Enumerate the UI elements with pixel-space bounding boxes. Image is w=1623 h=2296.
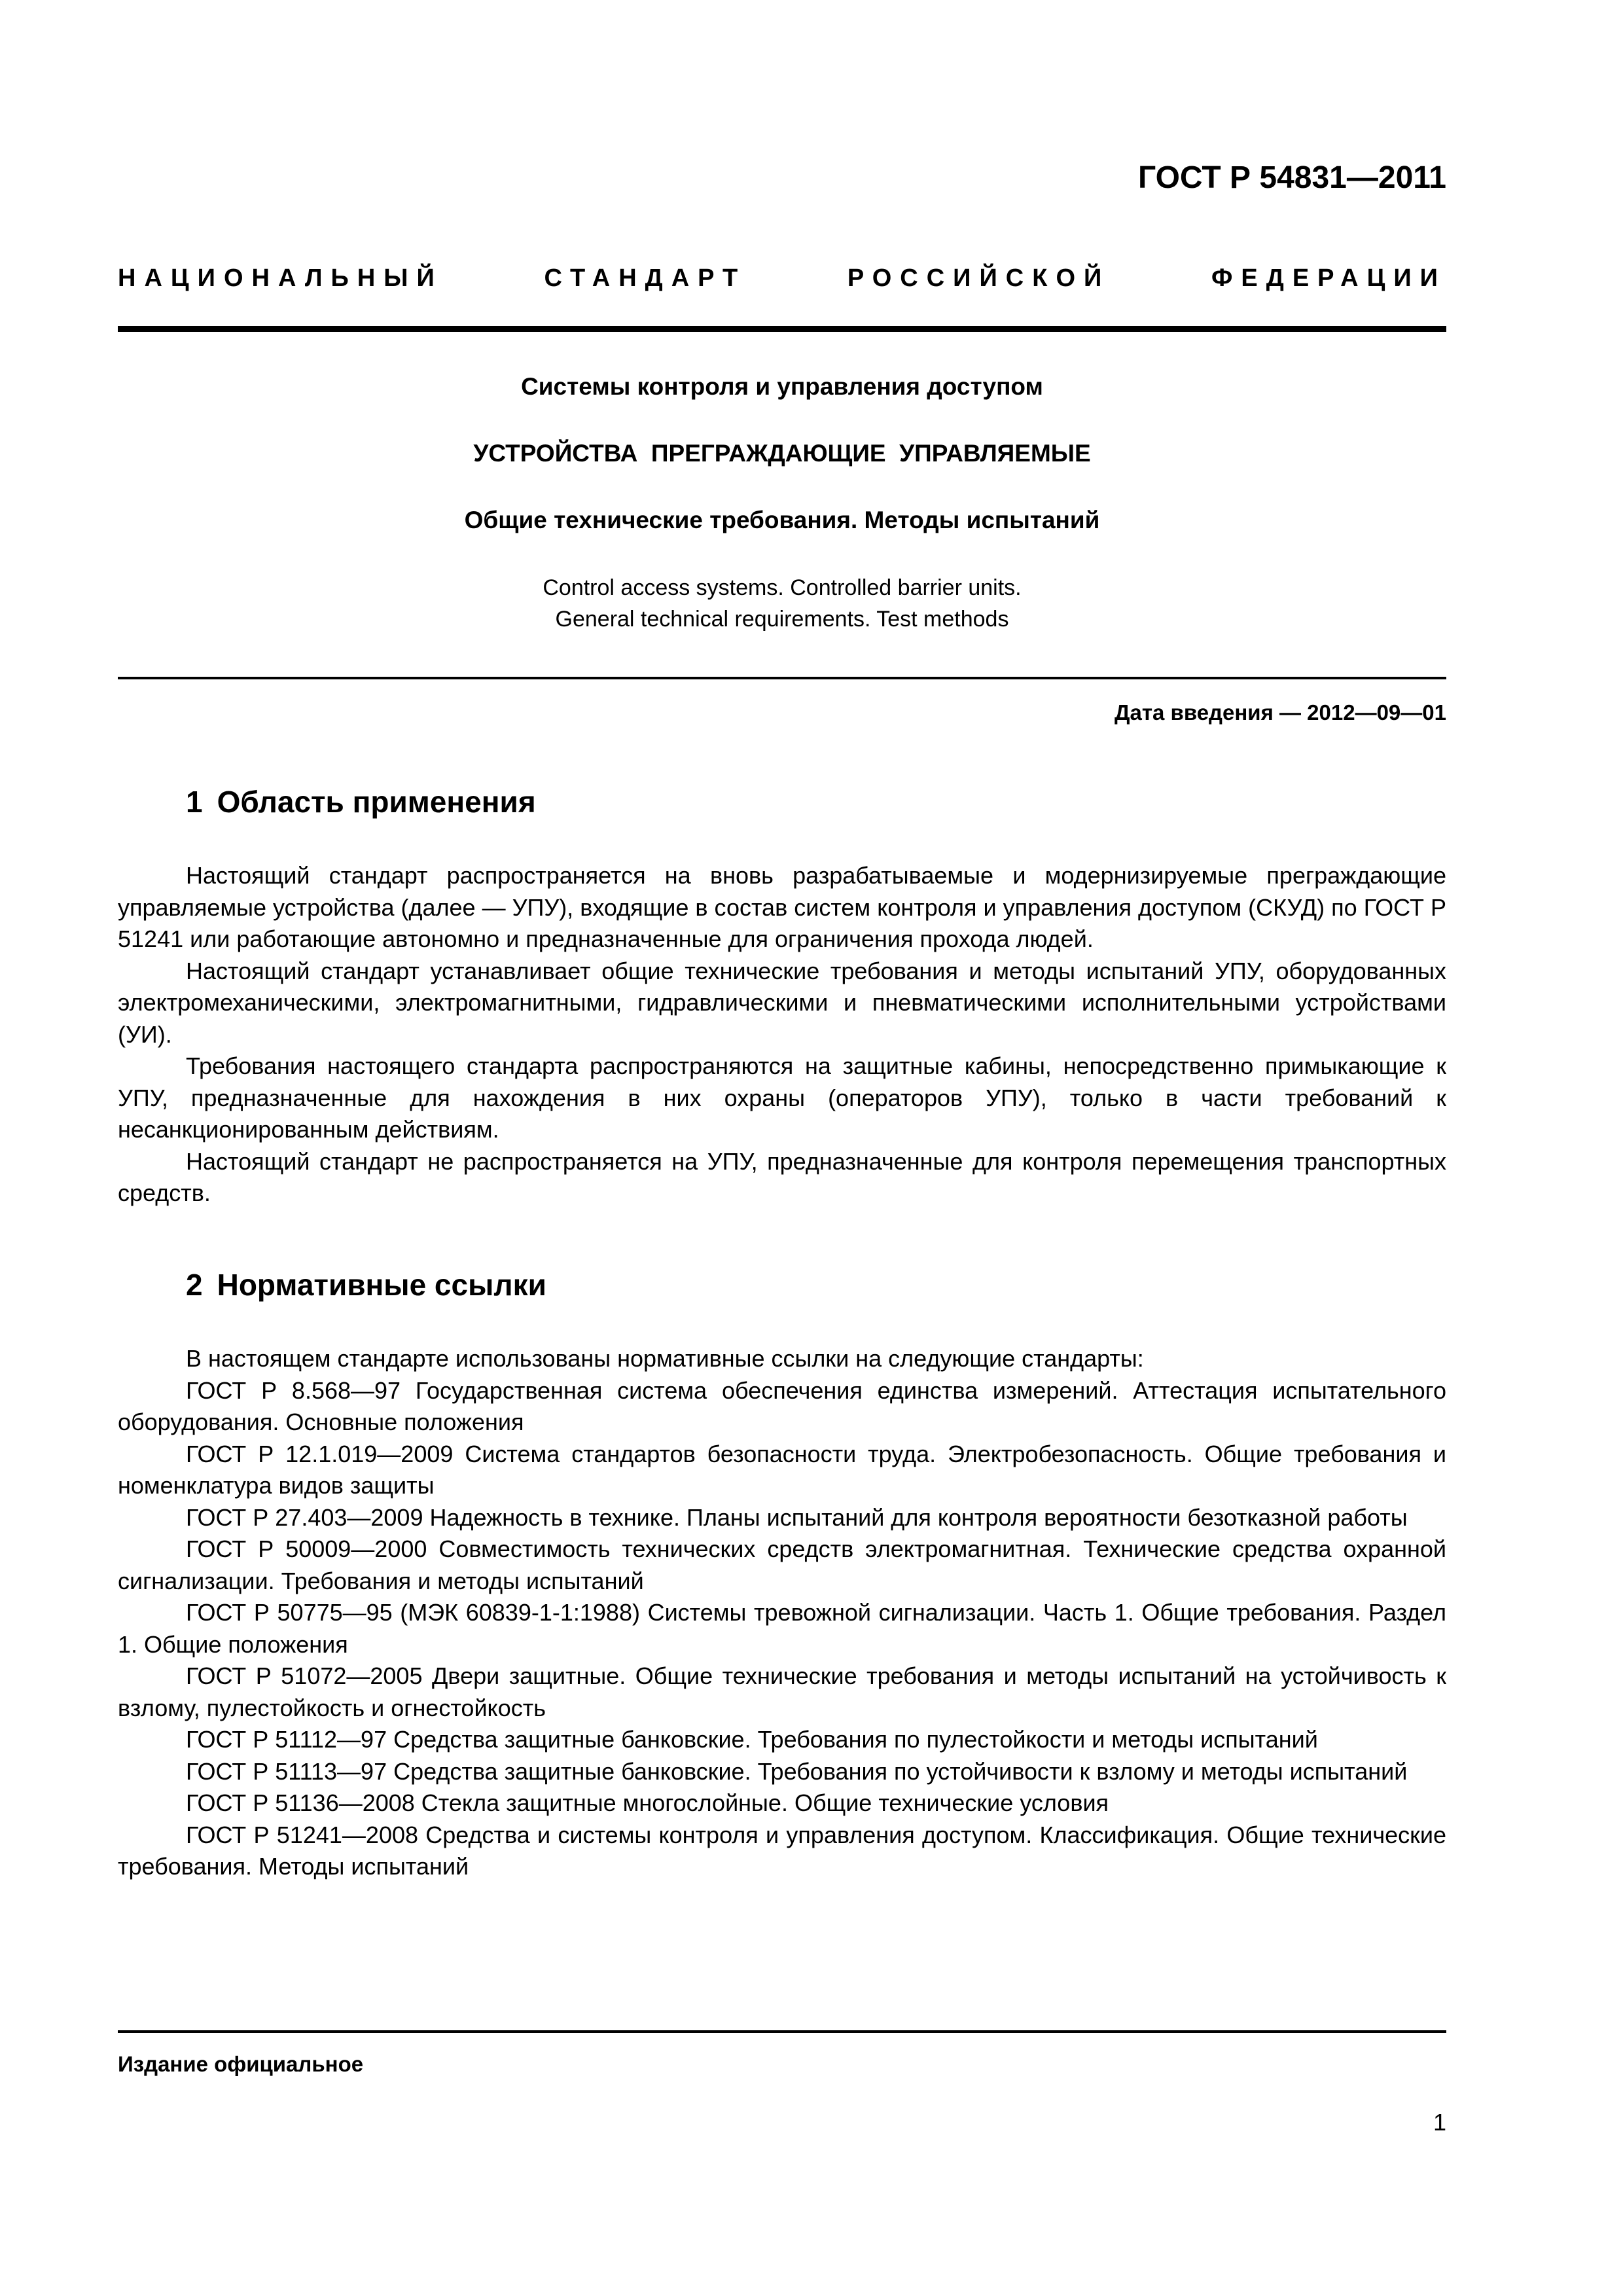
- title-line-2: УСТРОЙСТВА ПРЕГРАЖДАЮЩИЕ УПРАВЛЯЕМЫЕ: [473, 440, 1091, 467]
- section-1-body: [118, 860, 1446, 1210]
- document-code: ГОСТ Р 54831—2011: [1138, 160, 1446, 195]
- title-line-1: Системы контроля и управления доступом: [521, 373, 1043, 400]
- reference-item: ГОСТ Р 8.568—97 Государственная система обеспечения единства измерений. Аттестация испытательного оборудования. Основные положения: [118, 1376, 1446, 1435]
- title-divider: [118, 677, 1446, 679]
- paragraph: Настоящий стандарт распространяется на вновь разрабатываемые и модернизируемые преграждающие управляемые устройства (далее — УПУ), входящие в состав систем контроля и управления доступом (СКУД) по ГОСТ Р 51241 или работающие автономно и предназначенные для ограничения прохода людей.: [118, 862, 1446, 952]
- edition-label: Издание официальное: [118, 2052, 364, 2076]
- reference-item: ГОСТ Р 50775—95 (МЭК 60839-1-1:1988) Системы тревожной сигнализации. Часть 1. Общие требования. Раздел 1. Общие положения: [118, 1599, 1446, 1658]
- title-line-3: Общие технические требования. Методы испытаний: [464, 507, 1100, 533]
- section-2-heading: [186, 1267, 546, 1302]
- footer-divider: [118, 2030, 1446, 2033]
- header-divider: [118, 326, 1446, 332]
- banner-word: РОССИЙСКОЙ: [847, 264, 1111, 292]
- reference-item: ГОСТ Р 51112—97 Средства защитные банковские. Требования по пулестойкости и методы испытаний: [186, 1726, 1318, 1753]
- reference-item: ГОСТ Р 27.403—2009 Надежность в технике. Планы испытаний для контроля вероятности безотказной работы: [186, 1503, 1408, 1531]
- reference-item: ГОСТ Р 51113—97 Средства защитные банковские. Требования по устойчивости к взлому и методы испытаний: [186, 1757, 1408, 1785]
- title-english-2: General technical requirements. Test methods: [555, 607, 1009, 632]
- national-standard-banner: [118, 264, 1446, 293]
- banner-word: НАЦИОНАЛЬНЫЙ: [118, 264, 443, 292]
- section-number: 1: [186, 785, 203, 819]
- banner-word: СТАНДАРТ: [544, 264, 747, 292]
- reference-item: ГОСТ Р 51072—2005 Двери защитные. Общие технические требования и методы испытаний на устойчивость к взлому, пулестойкость и огнестойкость: [118, 1662, 1446, 1721]
- reference-item: ГОСТ Р 50009—2000 Совместимость технических средств электромагнитная. Технические средства охранной сигнализации. Требования и методы испытаний: [118, 1535, 1446, 1594]
- banner-word: ФЕДЕРАЦИИ: [1211, 264, 1446, 292]
- reference-item: ГОСТ Р 51136—2008 Стекла защитные многослойные. Общие технические условия: [186, 1789, 1109, 1816]
- section-2-body: [118, 1343, 1446, 1883]
- section-title: Нормативные ссылки: [217, 1268, 546, 1302]
- section-number: 2: [186, 1268, 203, 1302]
- title-english-1: Control access systems. Controlled barrier units.: [543, 575, 1022, 600]
- section-1-heading: [186, 784, 536, 819]
- paragraph: Настоящий стандарт устанавливает общие технические требования и методы испытаний УПУ, оборудованных электромеханическими, электромагнитными, гидравлическими и пневматическими исполнительными устройствами (УИ).: [118, 957, 1446, 1048]
- reference-item: ГОСТ Р 51241—2008 Средства и системы контроля и управления доступом. Классификация. Общие технические требования. Методы испытаний: [118, 1821, 1446, 1880]
- page-number: 1: [1433, 2109, 1446, 2136]
- paragraph: В настоящем стандарте использованы нормативные ссылки на следующие стандарты:: [186, 1345, 1144, 1372]
- introduction-date: Дата введения — 2012—09—01: [1115, 700, 1446, 725]
- section-title: Область применения: [217, 785, 536, 819]
- paragraph: Настоящий стандарт не распространяется на УПУ, предназначенные для контроля перемещения транспортных средств.: [118, 1147, 1446, 1206]
- reference-item: ГОСТ Р 12.1.019—2009 Система стандартов безопасности труда. Электробезопасность. Общие требования и номенклатура видов защиты: [118, 1440, 1446, 1499]
- paragraph: Требования настоящего стандарта распространяются на защитные кабины, непосредственно примыкающие к УПУ, предназначенные для нахождения в них охраны (операторов УПУ), только в части требований к несанкционированным действиям.: [118, 1052, 1446, 1143]
